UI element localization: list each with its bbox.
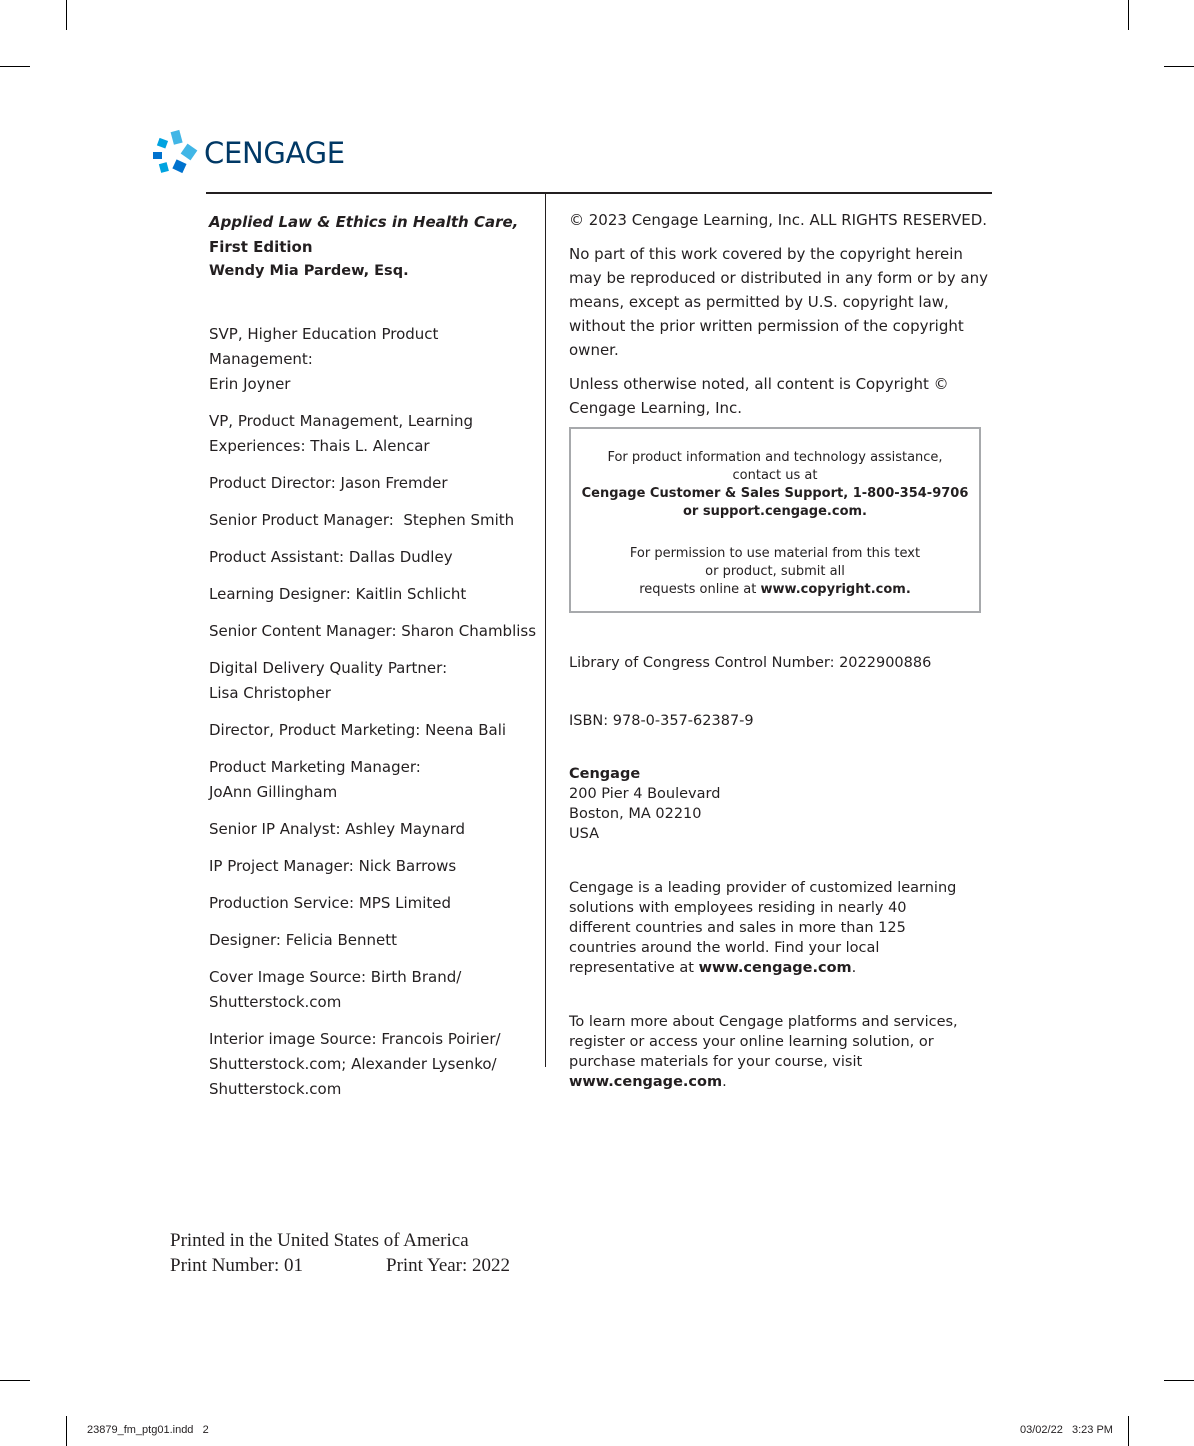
crop-mark: [1164, 1380, 1194, 1381]
book-title: Applied Law & Ethics in Health Care,: [209, 213, 519, 231]
cengage-mark-icon: [150, 128, 200, 178]
crop-mark: [0, 1380, 30, 1381]
credit-item: Product Assistant: Dallas Dudley: [209, 548, 453, 566]
crop-mark: [1128, 1416, 1129, 1446]
credit-item: Cover Image Source: Birth Brand/ Shutterstock.com: [209, 968, 462, 1011]
crop-mark: [1164, 66, 1194, 67]
credit-item: Digital Delivery Quality Partner: Lisa Christopher: [209, 659, 448, 702]
print-info: [170, 1228, 510, 1278]
cengage-logo: [150, 128, 345, 178]
slug-date: 03/02/22 3:23 PM: [1020, 1424, 1113, 1436]
publisher-address: [569, 764, 720, 844]
credit-item: Designer: Felicia Bennett: [209, 931, 398, 949]
crop-mark: [66, 0, 67, 30]
about-paragraph: Cengage is a leading provider of customized learning solutions with employees residing in nearly 40 different countries and sales in more than 125 countries around the world. Find your local representative at www.cengage.com.: [569, 880, 957, 976]
permission-line: For permission to use material from this text: [629, 546, 921, 561]
support-line: or support.cengage.com.: [682, 504, 867, 519]
copyright-link[interactable]: www.copyright.com.: [760, 582, 911, 597]
address-city: Boston, MA 02210: [569, 806, 702, 822]
copyright-column: [569, 208, 989, 420]
credit-item: Product Director: Jason Fremder: [209, 474, 448, 492]
credit-item: VP, Product Management, Learning Experiences: Thais L. Alencar: [209, 412, 474, 455]
copyright-line: © 2023 Cengage Learning, Inc. ALL RIGHTS RESERVED.: [569, 211, 988, 229]
credit-item: Director, Product Marketing: Neena Bali: [209, 721, 507, 739]
credits-list: [209, 322, 539, 1102]
credit-item: Senior IP Analyst: Ashley Maynard: [209, 820, 466, 838]
credit-item: Interior image Source: Francois Poirier/ Shutterstock.com; Alexander Lysenko/ Shutterstock.com: [209, 1030, 501, 1098]
permission-line: or product, submit all: [705, 564, 845, 579]
address-street: 200 Pier 4 Boulevard: [569, 786, 721, 802]
logo-wordmark: CENGAGE: [204, 136, 345, 170]
rights-paragraph: No part of this work covered by the copyright herein may be reproduced or distributed in any form or by any means, except as permitted by U.S. copyright law, without the prior written permission of the copyright owner.: [569, 245, 989, 359]
unless-noted-paragraph: Unless otherwise noted, all content is Copyright © Cengage Learning, Inc.: [569, 375, 949, 417]
print-number-line: [170, 1253, 510, 1278]
permission-line: requests online at www.copyright.com.: [639, 582, 911, 597]
credit-item: Production Service: MPS Limited: [209, 894, 452, 912]
credit-item: Product Marketing Manager: JoAnn Gillingham: [209, 758, 421, 801]
credit-item: Learning Designer: Kaitlin Schlicht: [209, 585, 467, 603]
cengage-link[interactable]: www.cengage.com: [698, 960, 852, 976]
cengage-link[interactable]: www.cengage.com: [569, 1074, 723, 1090]
isbn: ISBN: 978-0-357-62387-9: [569, 713, 754, 729]
top-rule: [206, 192, 992, 194]
credits-column: [209, 210, 539, 1114]
contact-info-line: For product information and technology assistance,: [607, 450, 943, 465]
credit-item: SVP, Higher Education Product Management: Erin Joyner: [209, 325, 439, 393]
address-country: USA: [569, 826, 600, 842]
slug-filename: 23879_fm_ptg01.indd 2: [87, 1424, 209, 1436]
book-author: Wendy Mia Pardew, Esq.: [209, 263, 409, 279]
print-number: Print Number: 01: [170, 1255, 303, 1276]
book-edition: First Edition: [209, 238, 313, 256]
credit-item: Senior Content Manager: Sharon Chambliss: [209, 622, 537, 640]
address-company: Cengage: [569, 766, 641, 782]
credit-item: Senior Product Manager: Stephen Smith: [209, 511, 515, 529]
learn-more-paragraph: To learn more about Cengage platforms and services, register or access your online learning solution, or purchase materials for your course, visit www.cengage.com.: [569, 1014, 958, 1090]
printed-in-line: Printed in the United States of America: [170, 1230, 469, 1251]
column-divider: [545, 194, 546, 1067]
crop-mark: [66, 1416, 67, 1446]
contact-info-line: contact us at: [732, 468, 818, 483]
lccn: Library of Congress Control Number: 2022900886: [569, 655, 932, 671]
contact-box: [569, 427, 981, 613]
crop-mark: [1128, 0, 1129, 30]
print-year: Print Year: 2022: [386, 1255, 511, 1276]
support-line: Cengage Customer & Sales Support, 1-800-354-9706: [581, 486, 969, 501]
crop-mark: [0, 66, 30, 67]
credit-item: IP Project Manager: Nick Barrows: [209, 857, 457, 875]
